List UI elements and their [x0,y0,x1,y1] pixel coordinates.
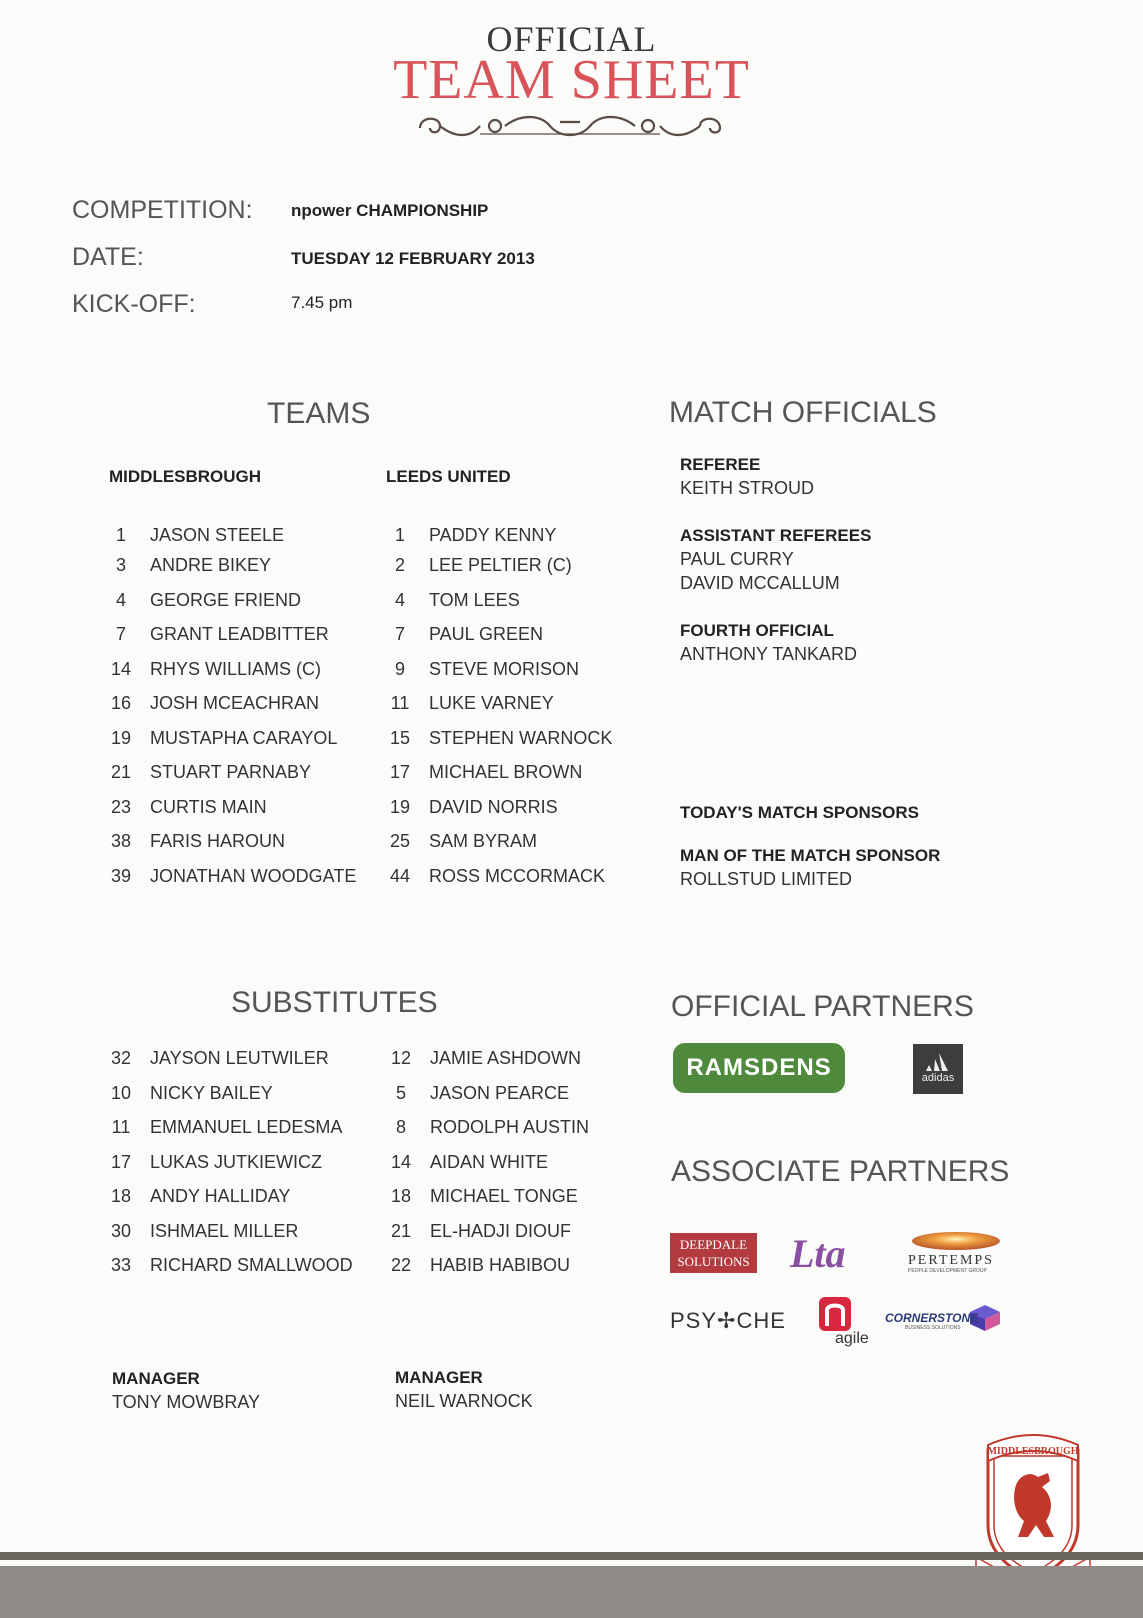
player-number: 19 [389,796,411,817]
player-name: JASON STEELE [150,525,285,545]
teams-heading: TEAMS [267,397,371,430]
home-player-row [108,552,271,578]
player-name: ANDY HALLIDAY [150,1186,291,1206]
player-name: JOSH MCEACHRAN [150,693,320,713]
away-player-row [387,794,558,820]
home-player-row [108,828,285,854]
player-number: 3 [115,555,126,575]
away-sub-row [388,1080,569,1106]
player-name: STEPHEN WARNOCK [429,727,613,748]
associate-partners-heading: ASSOCIATE PARTNERS [671,1155,1010,1188]
home-player-row [108,759,311,785]
motm-sponsor-label: MAN OF THE MATCH SPONSOR [680,846,941,865]
footer-bar-thick [0,1566,1143,1618]
player-name: HABIB HABIBOU [430,1255,571,1275]
player-name: DAVID NORRIS [429,796,558,817]
agile-mark-icon [818,1296,852,1332]
deepdale-line-2: SOLUTIONS [677,1254,750,1269]
flourish-ornament [410,108,730,144]
player-number: 15 [389,727,411,748]
officials-heading: MATCH OFFICIALS [669,396,937,429]
player-name: LEE PELTIER (C) [429,555,572,575]
ramsdens-logo: RAMSDENS [673,1043,845,1093]
player-number: 8 [395,1117,406,1137]
player-number: 7 [115,624,126,644]
away-sub-row [388,1114,589,1140]
player-number: 17 [110,1151,132,1172]
player-name: ANDRE BIKEY [150,555,272,575]
player-name: SAM BYRAM [429,831,538,851]
crest-top-text: MIDDLESBROUGH [987,1446,1079,1457]
fourth-official-label: FOURTH OFFICIAL [680,621,834,640]
kickoff-value: 7.45 pm [291,293,353,312]
player-number: 33 [110,1255,132,1275]
home-player-row [108,794,267,820]
player-number: 1 [115,525,126,545]
home-sub-row [108,1183,290,1209]
player-number: 23 [110,796,132,817]
pertemps-tagline: PEOPLE DEVELOPMENT GROUP [908,1268,987,1274]
player-number: 19 [110,727,132,748]
player-number: 5 [395,1082,406,1103]
player-number: 12 [390,1048,412,1068]
home-player-row [108,656,321,682]
player-name: JASON PEARCE [430,1082,570,1103]
home-sub-row [108,1080,273,1106]
referee-name: KEITH STROUD [680,478,815,498]
home-player-row [108,725,337,751]
away-sub-row [388,1149,548,1175]
player-number: 38 [110,831,132,851]
header-team-sheet: TEAM SHEET [393,49,750,111]
player-number: 11 [111,1117,131,1137]
player-name: CURTIS MAIN [150,796,267,817]
home-team-name: MIDDLESBROUGH [109,467,262,486]
deepdale-line-1: DEEPDALE [679,1237,748,1252]
away-player-row [387,863,605,889]
player-number: 11 [390,693,410,713]
player-number: 10 [110,1082,132,1103]
player-name: JONATHAN WOODGATE [150,865,357,886]
date-label: DATE: [72,243,144,271]
away-player-row [387,522,556,548]
player-name: RHYS WILLIAMS (C) [150,658,322,679]
home-sub-row [108,1149,322,1175]
home-player-row [108,690,319,716]
home-sub-row [108,1114,342,1140]
away-sub-row [388,1218,571,1244]
player-name: MICHAEL TONGE [430,1186,578,1206]
player-number: 32 [110,1048,132,1068]
player-name: MICHAEL BROWN [429,762,583,782]
match-sponsors-label: TODAY'S MATCH SPONSORS [680,803,919,822]
lta-logo: Lta [790,1231,846,1276]
header-official: OFFICIAL [486,19,657,59]
player-name: GEORGE FRIEND [150,589,302,610]
player-name: PAUL GREEN [429,624,544,644]
adidas-logo [913,1044,963,1094]
player-name: ISHMAEL MILLER [150,1220,299,1241]
player-name: LUKE VARNEY [429,693,554,713]
player-name: FARIS HAROUN [150,831,286,851]
player-number: 39 [110,865,132,886]
player-number: 7 [394,624,405,644]
player-number: 17 [389,762,411,782]
home-player-row [108,522,284,548]
player-name: STUART PARNABY [150,762,312,782]
home-player-row [108,587,301,613]
player-name: GRANT LEADBITTER [150,624,329,644]
kickoff-label: KICK-OFF: [72,290,196,318]
player-number: 14 [390,1151,412,1172]
away-player-row [387,552,572,578]
away-sub-row [388,1252,570,1278]
home-sub-row [108,1218,298,1244]
player-number: 21 [110,762,132,782]
player-name: RICHARD SMALLWOOD [150,1255,353,1275]
player-name: STEVE MORISON [429,658,580,679]
away-manager-label: MANAGER [395,1368,483,1387]
player-name: AIDAN WHITE [430,1151,549,1172]
player-name: EL-HADJI DIOUF [430,1220,572,1241]
pertemps-name: PERTEMPS [908,1253,994,1268]
referee-label: REFEREE [680,455,761,474]
player-number: 9 [394,658,405,679]
away-player-row [387,656,579,682]
adidas-stripes-icon [923,1051,953,1073]
player-name: TOM LEES [429,589,520,610]
home-player-row [108,863,356,889]
away-player-row [387,690,554,716]
player-number: 16 [110,693,132,713]
assistant-referees-label: ASSISTANT REFEREES [680,526,872,545]
fourth-official-name: ANTHONY TANKARD [680,644,858,664]
away-player-row [387,621,543,647]
deepdale-logo [670,1233,757,1273]
player-number: 22 [390,1255,412,1275]
home-manager-label: MANAGER [112,1369,200,1388]
player-name: ROSS MCCORMACK [429,865,606,886]
cornerstone-tagline: BUSINESS SOLUTIONS [905,1325,961,1331]
away-player-row [387,587,520,613]
player-number: 18 [110,1186,132,1206]
player-name: MUSTAPHA CARAYOL [150,727,338,748]
official-partners-heading: OFFICIAL PARTNERS [671,990,974,1023]
away-manager: NEIL WARNOCK [395,1391,533,1411]
player-number: 18 [390,1186,412,1206]
player-number: 1 [394,525,405,545]
player-number: 2 [394,555,405,575]
player-name: PADDY KENNY [429,525,557,545]
player-name: EMMANUEL LEDESMA [150,1117,343,1137]
agile-wordmark: agile [835,1330,869,1347]
away-sub-row [388,1183,578,1209]
player-name: NICKY BAILEY [150,1082,273,1103]
cornerstone-wordmark: CORNERSTONE [885,1311,979,1325]
date-value: TUESDAY 12 FEBRUARY 2013 [291,249,535,268]
player-number: 44 [389,865,411,886]
player-name: JAMIE ASHDOWN [430,1048,582,1068]
competition-label: COMPETITION: [72,196,253,224]
psyche-logo: PSY✢CHE [670,1308,786,1333]
player-number: 4 [115,589,126,610]
competition-value: npower CHAMPIONSHIP [291,201,489,220]
away-sub-row [388,1045,581,1071]
assistant-referee-2: DAVID MCCALLUM [680,573,840,593]
player-name: LUKAS JUTKIEWICZ [150,1151,323,1172]
away-player-row [387,828,537,854]
adidas-wordmark: adidas [921,1072,955,1084]
player-number: 4 [394,589,405,610]
player-name: RODOLPH AUSTIN [430,1117,590,1137]
home-player-row [108,621,329,647]
home-sub-row [108,1045,329,1071]
player-number: 30 [110,1220,132,1241]
player-name: JAYSON LEUTWILER [150,1048,329,1068]
player-number: 21 [390,1220,412,1241]
home-manager: TONY MOWBRAY [112,1392,261,1412]
footer-bar-thin [0,1552,1143,1560]
away-team-name: LEEDS UNITED [386,467,511,486]
motm-sponsor-name: ROLLSTUD LIMITED [680,869,853,889]
pertemps-disc-icon [910,1230,1002,1252]
away-player-row [387,725,612,751]
substitutes-heading: SUBSTITUTES [231,986,438,1019]
assistant-referee-1: PAUL CURRY [680,549,794,569]
home-sub-row [108,1252,353,1278]
away-player-row [387,759,582,785]
player-number: 14 [110,658,132,679]
player-number: 25 [389,831,411,851]
